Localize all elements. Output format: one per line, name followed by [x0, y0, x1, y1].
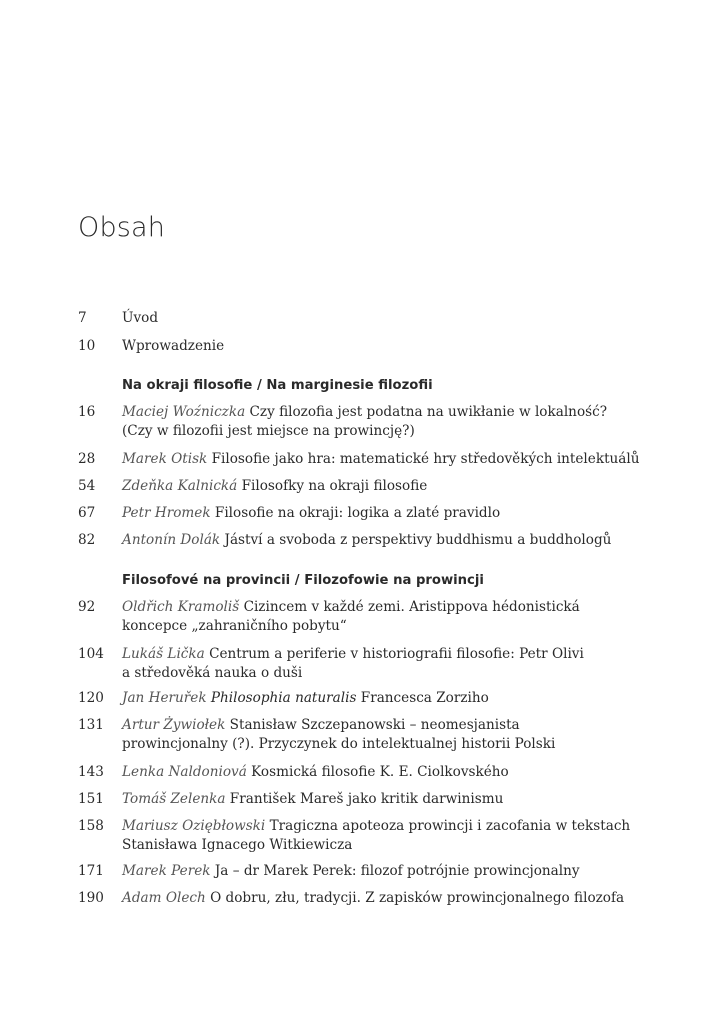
- entry-author: Jan Heruřek: [122, 690, 207, 706]
- entry-title: Stanisław Szczepanowski – neomesjanista: [229, 717, 520, 733]
- entry-title: Ja – dr Marek Perek: filozof potrójnie prowincjonalny: [214, 863, 580, 879]
- entry-author: Marek Perek: [122, 863, 211, 879]
- entry-text: [122, 763, 642, 782]
- entry-author: Oldřich Kramoliš: [122, 599, 240, 615]
- page-number: 131: [78, 717, 104, 733]
- entry-text: [122, 504, 642, 523]
- entry-title: Filosofky na okraji filosofie: [241, 478, 428, 494]
- entry-title-continued: Stanisława Ignacego Witkiewicza: [122, 837, 353, 853]
- entry-text: [122, 790, 642, 809]
- page-number: 16: [78, 404, 96, 420]
- entry-title: Cizincem v každé zemi. Aristippova hédonistická: [243, 599, 580, 615]
- entry-author: Lenka Naldoniová: [122, 764, 247, 780]
- entry-title: O dobru, złu, tradycji. Z zapisków prowincjonalnego filozofa: [210, 890, 625, 906]
- entry-author: Tomáš Zelenka: [122, 791, 226, 807]
- entry-text: [122, 598, 642, 636]
- page-number: 151: [78, 791, 104, 807]
- entry-title: František Mareš jako kritik darwinismu: [229, 791, 504, 807]
- entry-title: Wprowadzenie: [122, 338, 225, 354]
- entry-text: [122, 862, 642, 881]
- entry-text: [122, 689, 642, 708]
- section-title: Na okraji filosofie / Na marginesie filozofii: [122, 378, 433, 393]
- entry-text: [122, 337, 642, 356]
- entry-title-continued: (Czy w filozofii jest miejsce na prowincję?): [122, 423, 415, 439]
- entry-author: Adam Olech: [122, 890, 206, 906]
- entry-title: Czy filozofia jest podatna na uwikłanie w lokalność?: [249, 404, 608, 420]
- entry-author: Antonín Dolák: [122, 532, 221, 548]
- page-number: 54: [78, 478, 96, 494]
- entry-author: Mariusz Oziębłowski: [122, 818, 266, 834]
- entry-title: Francesca Zorziho: [360, 690, 489, 706]
- page-number: 120: [78, 690, 104, 706]
- entry-author: Artur Żywiołek: [122, 717, 226, 733]
- entry-text: [122, 645, 642, 683]
- page-number: 10: [78, 338, 96, 354]
- entry-author: Petr Hromek: [122, 505, 211, 521]
- entry-author: Marek Otisk: [122, 451, 208, 467]
- entry-title: Filosofie jako hra: matematické hry středověkých intelektuálů: [211, 451, 640, 467]
- entry-title-continued: prowincjonalny (?). Przyczynek do intelektualnej historii Polski: [122, 736, 556, 752]
- page-number: 190: [78, 890, 104, 906]
- entry-title: Tragiczna apoteoza prowincji i zacofania w tekstach: [269, 818, 631, 834]
- entry-title: Kosmická filosofie K. E. Ciolkovského: [251, 764, 509, 780]
- entry-author: Maciej Woźniczka: [122, 404, 246, 420]
- entry-author: Lukáš Lička: [122, 646, 205, 662]
- page-number: 7: [78, 310, 87, 326]
- page-number: 104: [78, 646, 104, 662]
- entry-text: [122, 817, 642, 855]
- entry-title: Filosofie na okraji: logika a zlaté pravidlo: [214, 505, 501, 521]
- entry-title-italic: Philosophia naturalis: [210, 690, 357, 706]
- page-number: 171: [78, 863, 104, 879]
- page-number: 143: [78, 764, 104, 780]
- page-number: 82: [78, 532, 96, 548]
- entry-author: Zdeňka Kalnická: [122, 478, 238, 494]
- page-number: 158: [78, 818, 104, 834]
- page-number: 92: [78, 599, 96, 615]
- section-title: Filosofové na provincii / Filozofowie na prowincji: [122, 573, 484, 588]
- entry-title-continued: koncepce „zahraničního pobytu“: [122, 618, 347, 634]
- entry-text: [122, 450, 642, 469]
- entry-title: Úvod: [122, 310, 159, 326]
- entry-text: [122, 477, 642, 496]
- entry-text: [122, 716, 642, 754]
- page-number: 28: [78, 451, 96, 467]
- entry-text: [122, 531, 642, 550]
- entry-text: [122, 403, 642, 441]
- entry-text: [122, 309, 642, 328]
- entry-text: [122, 889, 642, 908]
- entry-title-continued: a středověká nauka o duši: [122, 665, 303, 681]
- entry-title: Jáství a svoboda z perspektivy buddhismu a buddhologů: [224, 532, 612, 548]
- page-number: 67: [78, 505, 96, 521]
- entry-title: Centrum a periferie v historiografii filosofie: Petr Olivi: [209, 646, 584, 662]
- page-title: Obsah: [78, 212, 166, 243]
